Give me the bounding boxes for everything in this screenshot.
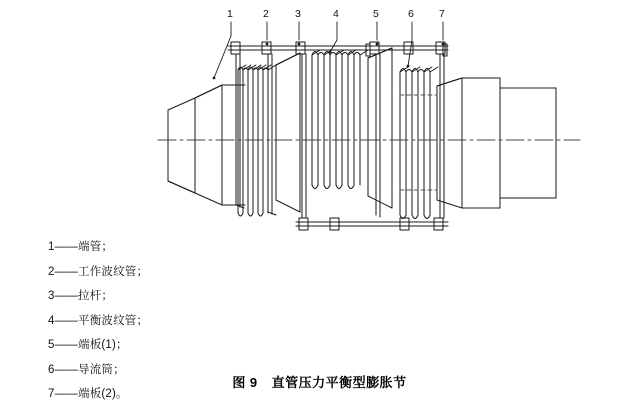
legend-item: 2——工作波纹管； (48, 265, 149, 278)
callout-4: 4 (333, 8, 339, 20)
right-end-pipe (437, 78, 556, 208)
callout-7: 7 (439, 8, 445, 20)
callout-dots (213, 43, 445, 80)
legend-item: 7——端板(2)。 (48, 388, 128, 400)
tie-rod-lower (296, 218, 448, 230)
callout-1: 1 (227, 8, 233, 20)
left-end-pipe (168, 85, 245, 205)
callout-6: 6 (408, 8, 414, 20)
balancing-bellows (312, 50, 368, 189)
figure-title: 直管压力平衡型膨胀节 (271, 375, 407, 390)
legend-item: 1——端管； (48, 241, 114, 253)
legend-item: 3——拉杆； (48, 290, 114, 302)
callout-3: 3 (295, 8, 301, 20)
legend-item: 5——端板(1)； (48, 339, 128, 351)
figure-number: 图 9 (232, 375, 258, 390)
legend-item: 6——导流筒； (48, 363, 125, 376)
working-bellows-right (400, 67, 438, 219)
callout-5: 5 (373, 8, 379, 20)
legend-item: 4——平衡波纹管； (48, 314, 149, 327)
figure-caption (0, 372, 639, 391)
center-pipe-section (276, 53, 300, 212)
callout-2: 2 (263, 8, 269, 20)
tie-rod-brackets (236, 54, 444, 218)
